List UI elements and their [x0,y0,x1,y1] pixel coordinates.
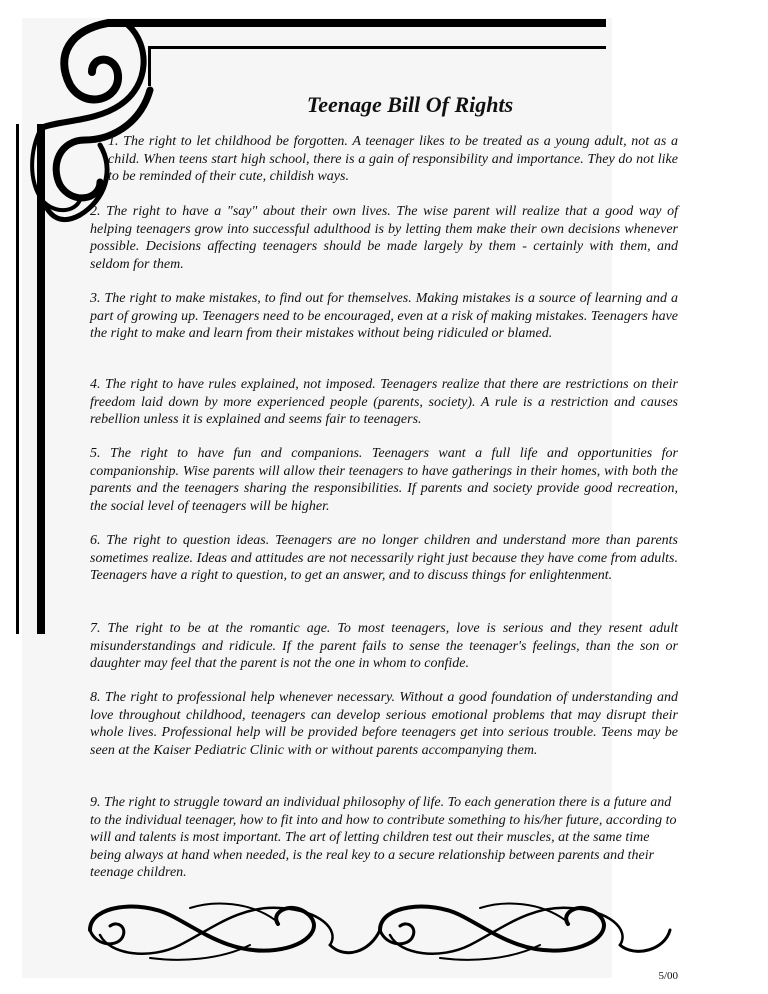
paragraph-right-8: 8. The right to professional help whenever necessary. Without a good foundation of understanding and love throughout childhood, teenagers can develop serious emotional problems that may disrupt their whole lives. Professional help will be provided before teenagers get into serious trouble. Teens may be seen at the Kaiser Pediatric Clinic with or without parents accompanying them. [90,690,678,758]
document-title: Teenage Bill Of Rights [306,92,514,117]
paragraph-right-3: 3. The right to make mistakes, to find out for themselves. Making mistakes is a source of learning and a part of growing up. Teenagers need to be encouraged, even at a risk of making mistakes. Teenagers have the right to make and learn from their mistakes without being ridiculed or blamed. [90,291,678,342]
paragraph-right-5: 5. The right to have fun and companions. Teenagers want a full life and opportunities for companionship. Wise parents will allow their teenagers to have gatherings in their homes, with both the parents and the teenagers sharing the responsibilities. If parents and society provide good recreation, the social level of teenagers will be higher. [90,446,678,514]
paragraph-right-4: 4. The right to have rules explained, not imposed. Teenagers realize that there are restrictions on their freedom laid down by more experienced people (parents, society). A rule is a restriction and causes rebellion unless it is explained and seems fair to teenagers. [90,377,678,428]
paragraph-right-1: 1. The right to let childhood be forgotten. A teenager likes to be treated as a young adult, not as a child. When teens start high school, there is a gain of responsibility and importance. They do not like to be reminded of their cute, childish ways. [108,134,678,185]
footer-scroll-ornament [80,890,680,970]
paragraph-right-6: 6. The right to question ideas. Teenagers are no longer children and understand more than parents sometimes realize. Ideas and attitudes are not necessarily right just because they have come from adults. Teenagers have a right to question, to get an answer, and to discuss things for enlightenment. [90,533,678,584]
paragraph-right-9: 9. The right to struggle toward an individual philosophy of life. To each generation there is a future and to the individual teenager, how to fit into and how to contribute something to his/her future, according to will and talents is most important. The art of letting children test out their muscles, at the same time being always at hand when needed, is the real key to a secure relationship between parents and their teenage children. [90,795,677,881]
paragraph-right-7: 7. The right to be at the romantic age. To most teenagers, love is serious and they resent adult misunderstandings and ridicule. If the parent fails to sense the teenager's feelings, than the son or daughter may feel that the parent is not the one in whom to confide. [90,621,678,672]
revision-date: 5/00 [658,970,678,982]
paragraph-right-2: 2. The right to have a "say" about their own lives. The wise parent will realize that a good way of helping teenagers grow into successful adulthood is by letting them make their own decisions whenever possible. Decisions affecting teenagers should be made largely by them - certainly with them, and seldom for them. [90,204,678,272]
